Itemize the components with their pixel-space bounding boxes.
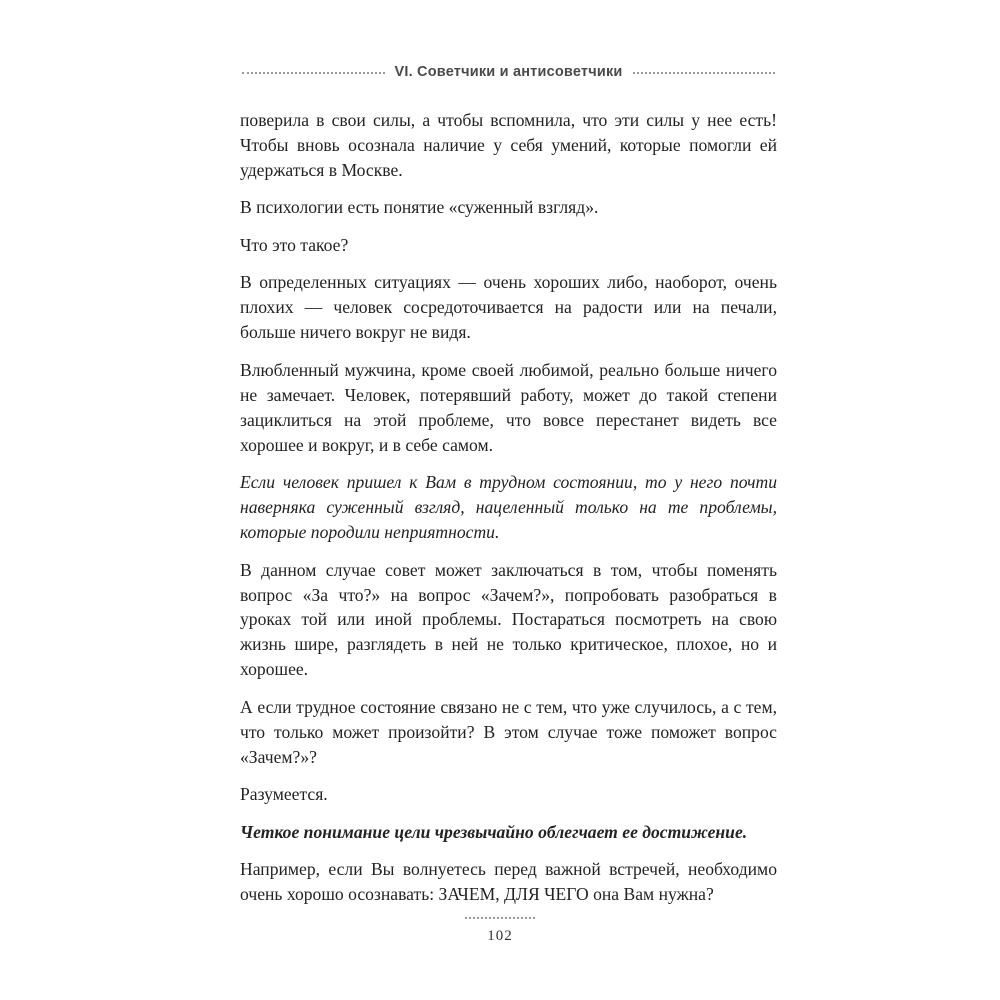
paragraph: В определенных ситуациях — очень хороших либо, наоборот, очень плохих — человек сосредоточивается на радости или на печали, больше ничего вокруг не видя. bbox=[240, 272, 777, 343]
paragraph: В психологии есть понятие «суженный взгляд». bbox=[240, 197, 599, 218]
chapter-title: VI. Советчики и антисоветчики bbox=[394, 64, 623, 80]
paragraph: Влюбленный мужчина, кроме своей любимой, реально больше ничего не замечает. Человек, потерявший работу, может до такой степени зациклиться на этой проблеме, что вовсе перестанет видеть все хорошее и вокруг, и в себе самом. bbox=[240, 359, 777, 455]
page-number: 102 bbox=[487, 928, 513, 944]
paragraph: А если трудное состояние связано не с тем, что уже случилось, а с тем, что только может произойти? В этом случае тоже поможет вопрос «Зачем?»? bbox=[240, 696, 777, 767]
footer-ornament bbox=[465, 917, 535, 919]
page-body bbox=[240, 108, 777, 920]
paragraph: В данном случае совет может заключаться в том, чтобы поменять вопрос «За что?» на вопрос «Зачем?», попробовать разобраться в уроках той или иной проблемы. Постараться посмотреть на свою жизнь шире, разглядеть в ней не только критическое, плохое, но и хорошее. bbox=[240, 559, 777, 680]
page-footer bbox=[0, 917, 1000, 945]
header-ornament-left bbox=[242, 72, 385, 74]
paragraph: Что это такое? bbox=[240, 234, 349, 255]
paragraph: Например, если Вы волнуетесь перед важной встречей, необходимо очень хорошо осознавать: ЗАЧЕМ, ДЛЯ ЧЕГО она Вам нужна? bbox=[240, 859, 777, 905]
paragraph: Если человек пришел к Вам в трудном состоянии, то у него почти наверняка суженный взгляд, нацеленный только на те проблемы, которые породили неприятности. bbox=[240, 472, 777, 543]
paragraph: Разумеется. bbox=[240, 784, 328, 805]
header-ornament-right bbox=[633, 72, 776, 74]
paragraph: Четкое понимание цели чрезвычайно облегчает ее достижение. bbox=[240, 821, 748, 842]
chapter-header bbox=[242, 64, 775, 80]
paragraph: поверила в свои силы, а чтобы вспомнила, что эти силы у нее есть! Чтобы вновь осознала наличие у себя умений, которые помогли ей удержаться в Москве. bbox=[240, 110, 777, 180]
